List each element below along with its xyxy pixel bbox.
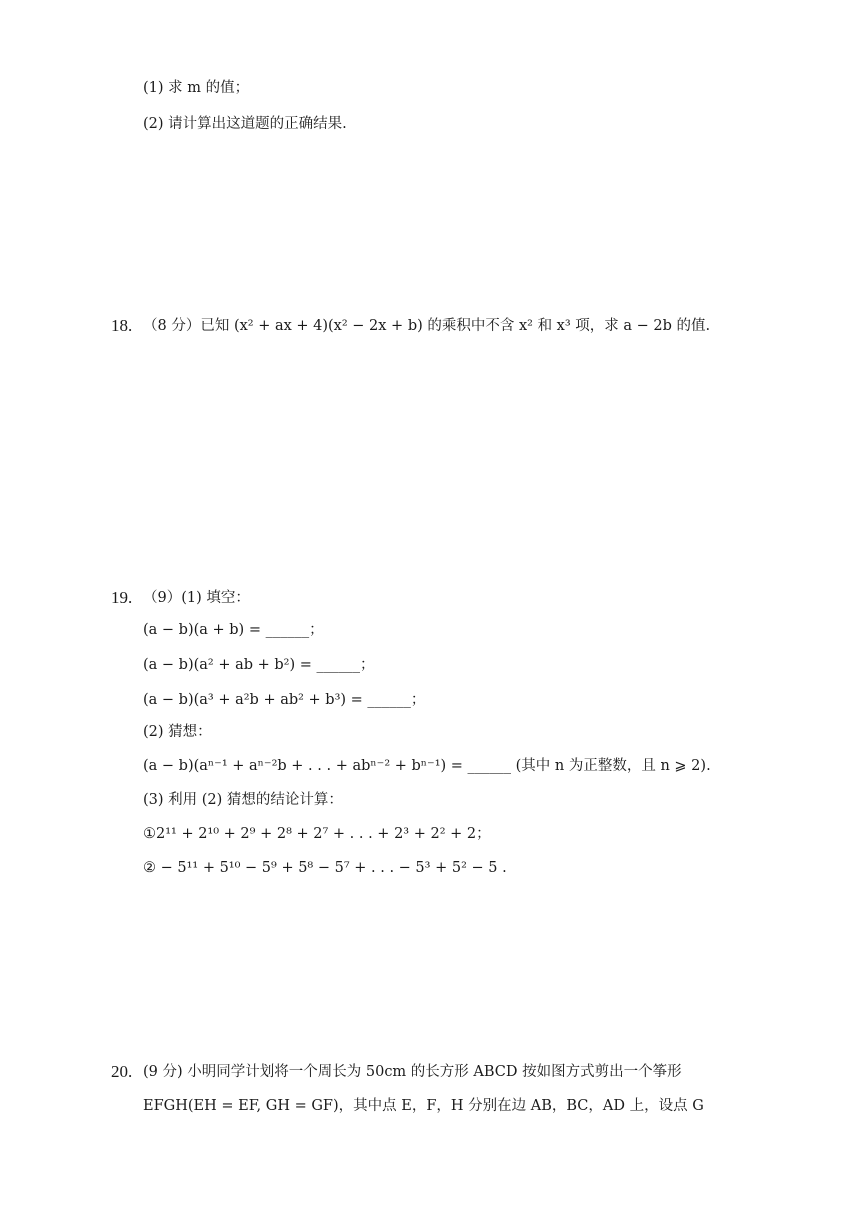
q19-header: （9）(1) 填空：	[143, 590, 250, 606]
q19-line-1: (a − b)(a + b) = ______；	[143, 622, 324, 638]
q20-line1: (9 分) 小明同学计划将一个周长为 50cm 的长方形 ABCD 按如图方式剪出一个筝形	[143, 1064, 682, 1080]
q20-line2: EFGH(EH = EF, GH = GF)，其中点 E，F，H 分别在边 AB，BC，AD 上，设点 G	[143, 1098, 704, 1114]
q19-line-4: (2) 猜想：	[143, 724, 212, 740]
q18-number: 18.	[111, 316, 133, 335]
q19-line-7: ①2¹¹ + 2¹⁰ + 2⁹ + 2⁸ + 2⁷ + . . . + 2³ + 2² + 2；	[143, 826, 491, 842]
q17-part2: (2) 请计算出这道题的正确结果.	[143, 116, 347, 132]
q17-part1: (1) 求 m 的值；	[143, 80, 250, 96]
q19-number: 19.	[111, 588, 133, 607]
q20-number: 20.	[111, 1062, 133, 1081]
q18-text: （8 分）已知 (x² + ax + 4)(x² − 2x + b) 的乘积中不含 x² 和 x³ 项，求 a − 2b 的值.	[143, 318, 711, 334]
q19-line-3: (a − b)(a³ + a²b + ab² + b³) = ______；	[143, 692, 426, 708]
q19-line-8: ② − 5¹¹ + 5¹⁰ − 5⁹ + 5⁸ − 5⁷ + . . . − 5³ + 5² − 5 .	[143, 860, 507, 876]
q19-line-5: (a − b)(aⁿ⁻¹ + aⁿ⁻²b + . . . + abⁿ⁻² + bⁿ⁻¹) = ______ (其中 n 为正整数，且 n ⩾ 2).	[143, 758, 711, 774]
q19-line-6: (3) 利用 (2) 猜想的结论计算：	[143, 792, 343, 808]
q19-line-2: (a − b)(a² + ab + b²) = ______；	[143, 657, 375, 673]
